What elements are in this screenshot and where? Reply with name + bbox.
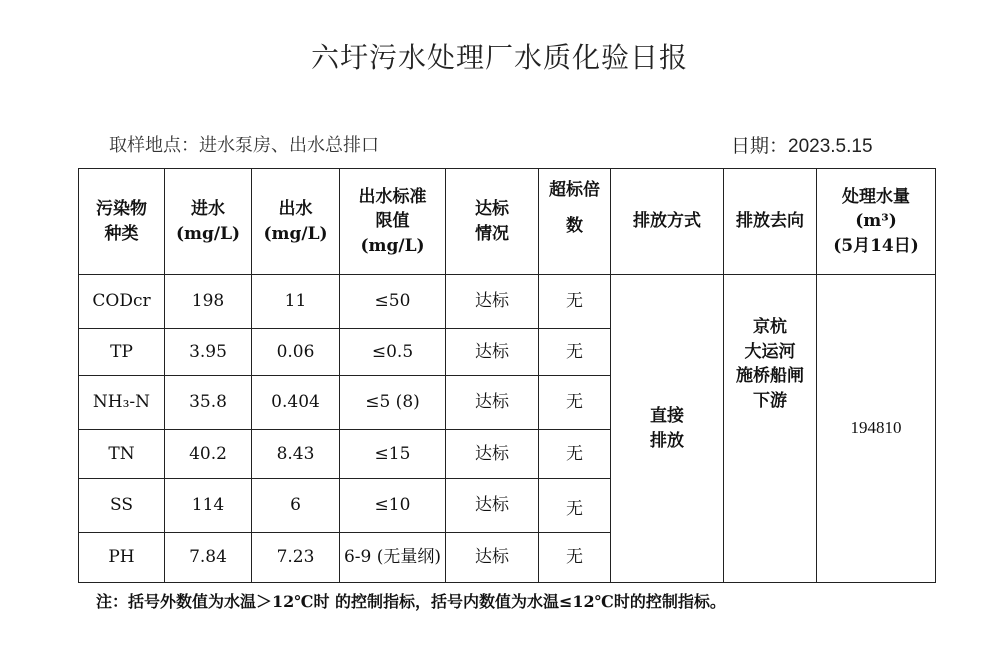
status-cell: 达标: [446, 275, 539, 329]
status-cell: 达标: [446, 430, 539, 479]
limit-cell: ≤0.5: [340, 329, 446, 376]
status-cell: 达标: [446, 329, 539, 376]
pollutant-cell: TP: [79, 329, 165, 376]
header-influent: 进水 (mg/L): [165, 169, 252, 275]
influent-cell: 3.95: [165, 329, 252, 376]
pollutant-cell: PH: [79, 533, 165, 583]
effluent-cell: 8.43: [252, 430, 340, 479]
influent-cell: 114: [165, 479, 252, 533]
pollutant-cell: CODcr: [79, 275, 165, 329]
status-cell: 达标: [446, 376, 539, 430]
effluent-cell: 11: [252, 275, 340, 329]
exceed-cell: 无: [539, 479, 611, 533]
limit-cell: ≤50: [340, 275, 446, 329]
influent-cell: 40.2: [165, 430, 252, 479]
report-date: 日期：2023.5.15: [731, 136, 873, 157]
influent-cell: 7.84: [165, 533, 252, 583]
discharge-mode-cell: 直接 排放: [611, 275, 724, 583]
footnote: 注：括号外数值为水温＞12℃时 的控制指标，括号内数值为水温≤12℃时的控制指标。: [96, 592, 726, 611]
pollutant-cell: NH₃-N: [79, 376, 165, 430]
pollutant-cell: SS: [79, 479, 165, 533]
exceed-cell: 无: [539, 329, 611, 376]
effluent-cell: 7.23: [252, 533, 340, 583]
exceed-cell: 无: [539, 430, 611, 479]
header-row: [79, 169, 936, 275]
influent-cell: 35.8: [165, 376, 252, 430]
header-volume: 处理水量 (m³) (5月14日): [817, 169, 936, 275]
pollutant-cell: TN: [79, 430, 165, 479]
table-row: [79, 275, 936, 329]
header-status: 达标 情况: [446, 169, 539, 275]
discharge-dest-cell: 京杭 大运河 施桥船闸 下游: [724, 275, 817, 583]
status-cell: 达标: [446, 479, 539, 533]
treated-volume-cell: 194810: [817, 275, 936, 583]
header-pollutant: 污染物 种类: [79, 169, 165, 275]
report-title: 六圩污水处理厂水质化验日报: [310, 41, 688, 74]
effluent-cell: 0.404: [252, 376, 340, 430]
effluent-cell: 6: [252, 479, 340, 533]
header-discharge-dest: 排放去向: [724, 169, 817, 275]
water-quality-table: [78, 168, 936, 583]
limit-cell: ≤10: [340, 479, 446, 533]
sampling-location: 取样地点：进水泵房、出水总排口: [109, 135, 379, 156]
exceed-cell: 无: [539, 275, 611, 329]
header-exceed: 超标倍 数: [539, 169, 611, 275]
exceed-cell: 无: [539, 376, 611, 430]
influent-cell: 198: [165, 275, 252, 329]
limit-cell: 6-9 (无量纲): [340, 533, 446, 583]
header-discharge-mode: 排放方式: [611, 169, 724, 275]
header-limit: 出水标准 限值 (mg/L): [340, 169, 446, 275]
effluent-cell: 0.06: [252, 329, 340, 376]
limit-cell: ≤15: [340, 430, 446, 479]
exceed-cell: 无: [539, 533, 611, 583]
status-cell: 达标: [446, 533, 539, 583]
header-effluent: 出水 (mg/L): [252, 169, 340, 275]
limit-cell: ≤5 (8): [340, 376, 446, 430]
